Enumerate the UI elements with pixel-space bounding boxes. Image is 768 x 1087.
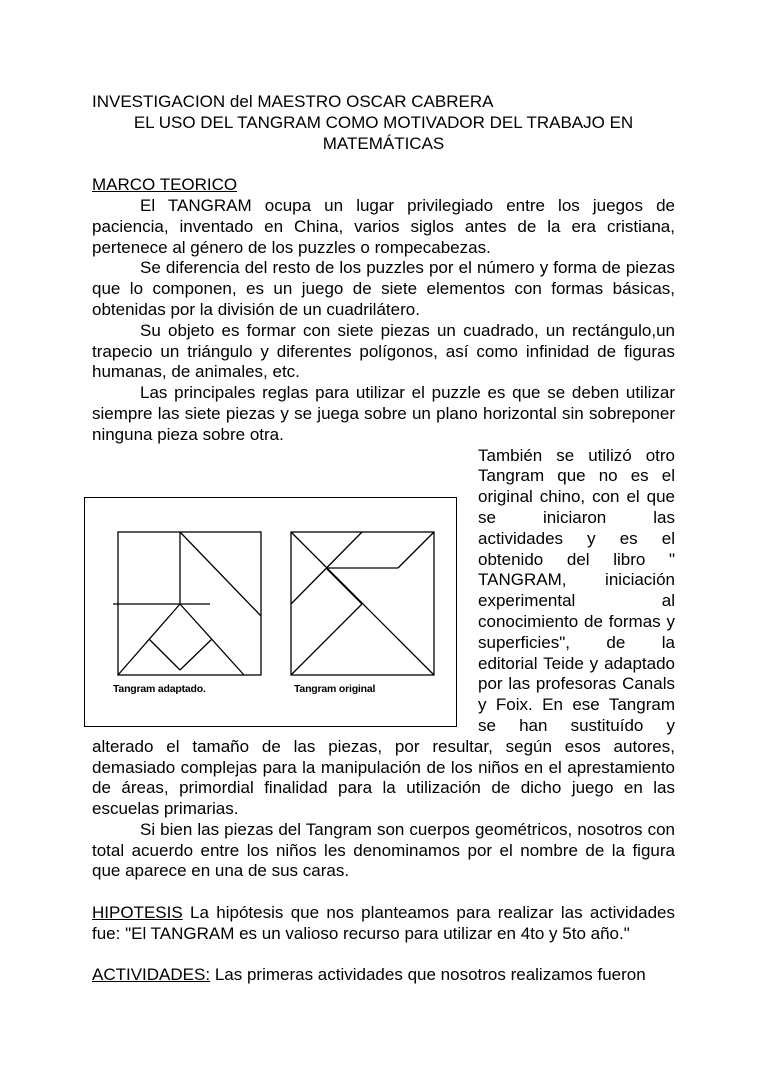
hipotesis-paragraph xyxy=(92,903,675,945)
paragraph-3: Su objeto es formar con siete piezas un cuadrado, un rectángulo,un trapecio un triángulo y diferentes polígonos, así como infinidad de figuras humanas, de animales, etc. xyxy=(92,320,675,382)
actividades-paragraph xyxy=(92,965,675,986)
title-line-2: EL USO DEL TANGRAM COMO MOTIVADOR DEL TRABAJO EN xyxy=(133,112,634,132)
actividades-text: Las primeras actividades que nosotros realizamos fueron xyxy=(210,965,646,985)
tangram-figure xyxy=(84,487,468,728)
marco-teorico-heading: MARCO TEORICO xyxy=(92,175,238,195)
actividades-heading: ACTIVIDADES: xyxy=(92,965,211,985)
paragraph-6: Si bien las piezas del Tangram son cuerpos geométricos, nosotros con total acuerdo entre los niños les denominamos por el nombre de la figura que aparece en una de sus caras. xyxy=(92,819,675,881)
paragraph-1: El TANGRAM ocupa un lugar privilegiado entre los juegos de paciencia, inventado en China, varios siglos antes de la era cristiana, pertenece al género de los puzzles o rompecabezas. xyxy=(92,195,675,257)
adapted-line xyxy=(149,639,180,670)
paragraph-5-text: También se utilizó otro Tangram que no es el original chino, con el que se iniciaron las actividades y es el obtenido del libro " TANGRAM, iniciación experimental al conocimiento de formas y superficies", de la editorial Teide y adaptado por las profesoras Canals y Foix. En ese Tangram se han sustituído y alterado el tamaño de las piezas, por resultar, según esos autores, demasiado complejas para la manipulación de los niños en el aprestamiento de áreas, primordial finalidad para la utilización de dicho juego en las escuelas primarias. xyxy=(92,445,675,819)
document-title xyxy=(92,92,675,154)
figure-frame xyxy=(84,497,457,727)
title-line-1: INVESTIGACION del MAESTRO OSCAR CABRERA xyxy=(92,92,494,111)
title-line-3: MATEMÁTICAS xyxy=(322,133,445,153)
original-line xyxy=(398,532,434,568)
caption-original: Tangram original xyxy=(294,683,376,696)
original-line xyxy=(326,568,362,604)
paragraph-2: Se diferencia del resto de los puzzles por el número y forma de piezas que lo componen, es un juego de siete elementos con formas básicas, obtenidas por la división de un cuadrilátero. xyxy=(92,258,675,319)
paragraph-4: Las principales reglas para utilizar el puzzle es que se deben utilizar siempre las siete piezas y se juega sobre un plano horizontal sin sobreponer ninguna pieza sobre otra. xyxy=(92,383,675,444)
hipotesis-heading: HIPOTESIS xyxy=(92,903,183,923)
caption-adapted: Tangram adaptado. xyxy=(113,683,206,696)
adapted-line xyxy=(180,639,212,670)
paragraph-5 xyxy=(92,446,675,820)
document-page xyxy=(92,92,675,986)
hipotesis-text: La hipótesis que nos planteamos para realizar las actividades fue: "El TANGRAM es un valioso recurso para utilizar en 4to y 5to año." xyxy=(92,903,675,943)
original-line xyxy=(291,604,362,675)
